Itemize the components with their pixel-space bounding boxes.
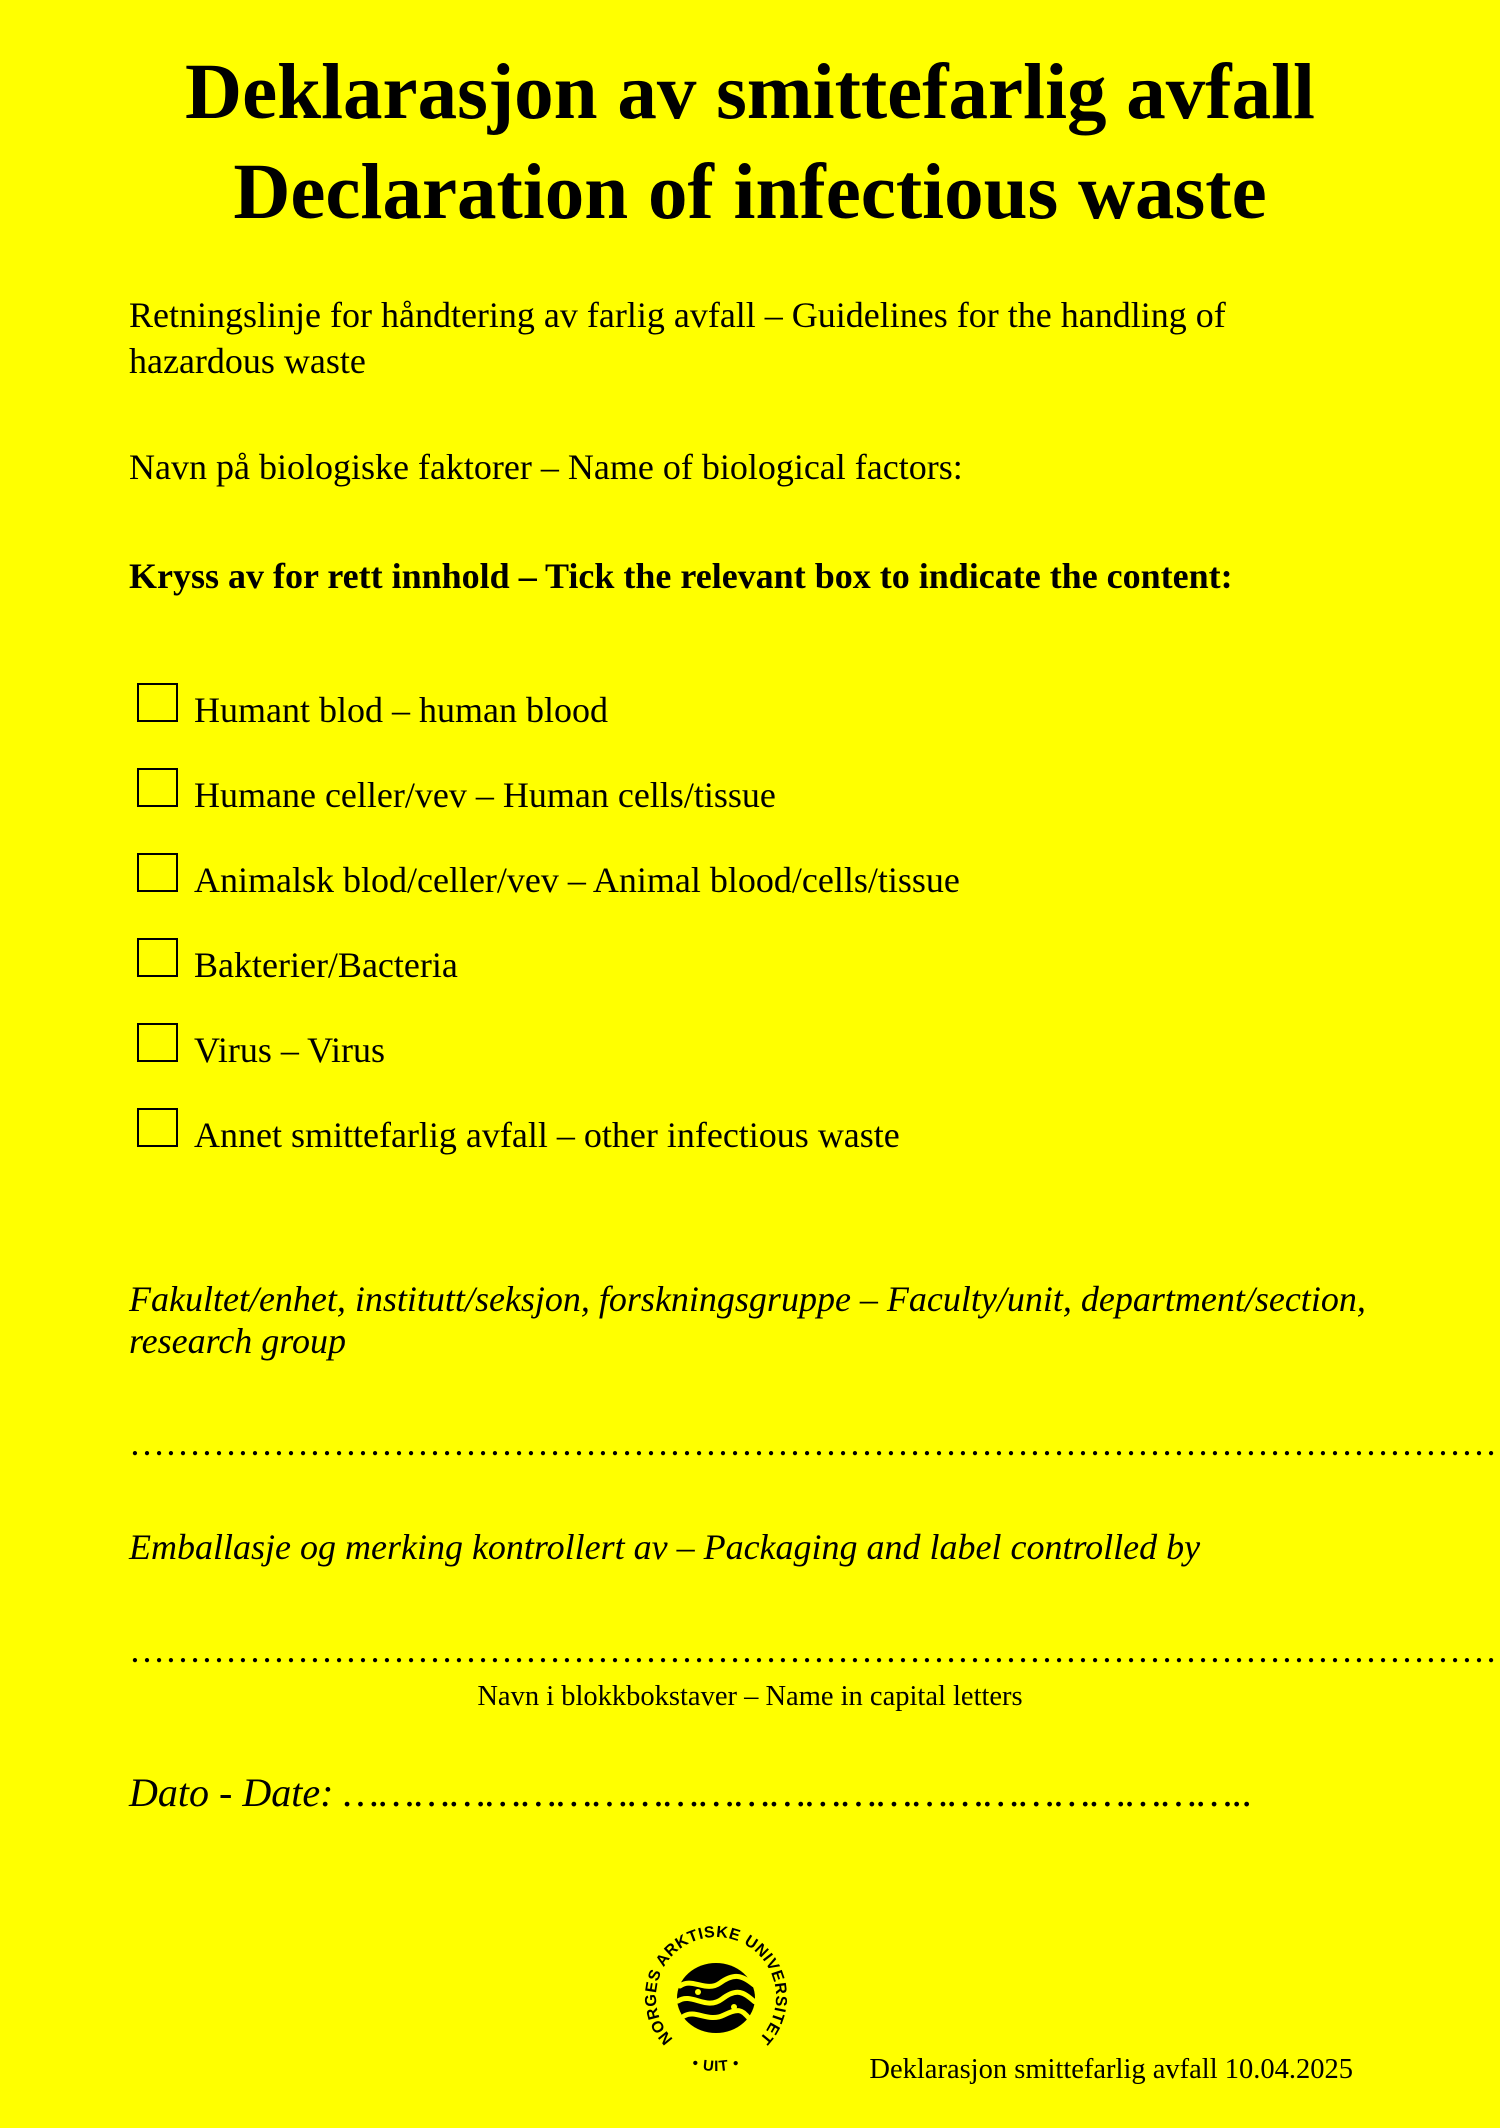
option-other-infectious	[137, 1112, 1137, 1197]
option-label: Humane celler/vev – Human cells/tissue	[194, 775, 776, 815]
option-label: Animalsk blod/celler/vev – Animal blood/cells/tissue	[194, 860, 960, 900]
unit-label-line-2: research group	[129, 1321, 346, 1361]
unit-fill-line: ……………………………………………………………………………………………………	[129, 1423, 1497, 1463]
option-label: Humant blod – human blood	[194, 690, 608, 730]
checkbox-animal-material[interactable]	[137, 853, 178, 892]
logo-ring-text: NORGES ARKTISKE UNIVERSITET	[642, 1923, 790, 2048]
guideline-text	[129, 292, 1226, 384]
guideline-line-2: hazardous waste	[129, 341, 366, 381]
title-english: Declaration of infectious waste	[233, 149, 1267, 236]
checkbox-virus[interactable]	[137, 1023, 178, 1062]
option-label: Bakterier/Bacteria	[194, 945, 458, 985]
checkbox-human-blood[interactable]	[137, 683, 178, 722]
unit-label-line-1: Fakultet/enhet, institutt/seksjon, forskningsgruppe – Faculty/unit, department/section,	[129, 1279, 1366, 1319]
title-norwegian: Deklarasjon av smittefarlig avfall	[185, 49, 1315, 136]
unit-label	[129, 1278, 1366, 1362]
option-human-cells	[137, 772, 1137, 857]
option-virus	[137, 1027, 1137, 1112]
name-caption: Navn i blokkbokstaver – Name in capital letters	[477, 1681, 1023, 1712]
option-human-blood	[137, 687, 1137, 772]
checkbox-other-infectious[interactable]	[137, 1108, 178, 1147]
checkbox-bacteria[interactable]	[137, 938, 178, 977]
document-footer: Deklarasjon smittefarlig avfall 10.04.2025	[869, 2054, 1353, 2085]
date-fill-line: …………………………………………………………………..	[343, 1770, 1253, 1815]
logo-emblem-icon	[677, 1963, 755, 2033]
controlled-by-label: Emballasje og merking kontrollert av – Packaging and label controlled by	[129, 1527, 1201, 1567]
controlled-by-fill-line: ……………………………………………………………………………………………………	[129, 1630, 1497, 1670]
date-row	[129, 1768, 1253, 1818]
option-label: Annet smittefarlig avfall – other infectious waste	[194, 1115, 900, 1155]
option-bacteria	[137, 942, 1137, 1027]
form-title	[0, 43, 1500, 243]
option-animal-material	[137, 857, 1137, 942]
biological-factors-label: Navn på biologiske faktorer – Name of biological factors:	[129, 447, 963, 487]
uit-logo	[636, 1917, 796, 2077]
tick-instruction: Kryss av for rett innhold – Tick the relevant box to indicate the content:	[129, 556, 1233, 596]
date-label: Dato - Date:	[129, 1770, 334, 1815]
guideline-line-1: Retningslinje for håndtering av farlig avfall – Guidelines for the handling of	[129, 295, 1226, 335]
checkbox-human-cells[interactable]	[137, 768, 178, 807]
logo-bottom-text: • UIT •	[690, 2054, 742, 2076]
content-options	[137, 687, 1137, 1197]
option-label: Virus – Virus	[194, 1030, 386, 1070]
